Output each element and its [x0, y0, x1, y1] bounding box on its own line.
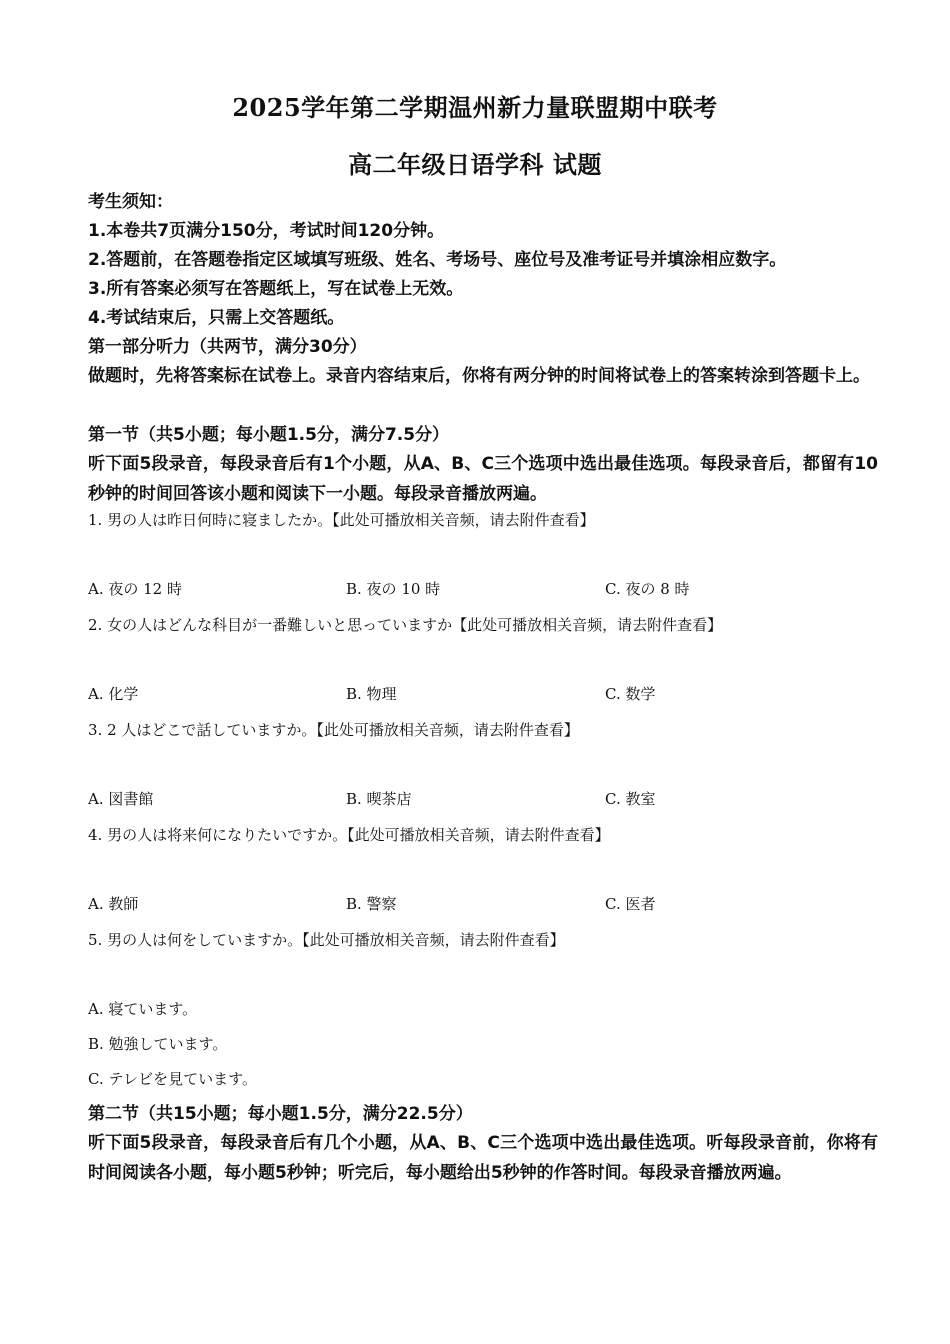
question-4: 4. 男の人は将来何になりたいですか。【此处可播放相关音频，请去附件查看】	[88, 826, 610, 844]
part1-heading: 第一部分听力（共两节，满分30分）	[88, 337, 367, 357]
section1-heading: 第一节（共5小题；每小题1.5分，满分7.5分）	[88, 425, 450, 445]
q4-option-c: C. 医者	[605, 895, 656, 913]
question-3: 3. 2 人はどこで話していますか。【此处可播放相关音频，请去附件查看】	[88, 721, 579, 739]
q5-option-c: C. テレビを見ています。	[88, 1070, 257, 1088]
q4-option-b: B. 警察	[346, 895, 397, 913]
q5-option-a: A. 寝ています。	[88, 1000, 198, 1018]
q3-option-c: C. 教室	[605, 790, 656, 808]
q3-option-a: A. 図書館	[88, 790, 154, 808]
q3-option-b: B. 喫茶店	[346, 790, 412, 808]
section1-instruction: 听下面5段录音，每段录音后有1个小题，从A、B、C三个选项中选出最佳选项。每段录音后，都留有10秒钟的时间回答该小题和阅读下一小题。每段录音播放两遍。	[88, 454, 878, 504]
section2-instruction: 听下面5段录音，每段录音后有几个小题，从A、B、C三个选项中选出最佳选项。听每段录音前，你将有时间阅读各小题，每小题5秒钟；听完后，每小题给出5秒钟的作答时间。每段录音播放两遍。	[88, 1133, 878, 1183]
exam-subtitle: 高二年级日语学科 试题	[348, 150, 602, 179]
notice-item: 3.所有答案必须写在答题纸上，写在试卷上无效。	[88, 279, 464, 299]
notice-item: 4.考试结束后，只需上交答题纸。	[88, 308, 345, 328]
exam-title: 2025学年第二学期温州新力量联盟期中联考	[232, 93, 718, 122]
question-5: 5. 男の人は何をしていますか。【此处可播放相关音频，请去附件查看】	[88, 931, 565, 949]
notice-item: 1.本卷共7页满分150分，考试时间120分钟。	[88, 221, 445, 241]
q1-option-b: B. 夜の 10 時	[346, 580, 441, 598]
notice-item: 2.答题前，在答题卷指定区域填写班级、姓名、考场号、座位号及准考证号并填涂相应数字。	[88, 250, 787, 270]
q1-option-a: A. 夜の 12 時	[88, 580, 182, 598]
part1-instruction: 做题时，先将答案标在试卷上。录音内容结束后，你将有两分钟的时间将试卷上的答案转涂到答题卡上。	[88, 366, 870, 386]
question-1: 1. 男の人は昨日何時に寝ましたか。【此处可播放相关音频，请去附件查看】	[88, 511, 595, 529]
q2-option-a: A. 化学	[88, 685, 139, 703]
q2-option-c: C. 数学	[605, 685, 656, 703]
q1-option-c: C. 夜の 8 時	[605, 580, 690, 598]
q5-option-b: B. 勉強しています。	[88, 1035, 228, 1053]
question-2: 2. 女の人はどんな科目が一番難しいと思っていますか【此处可播放相关音频，请去附件查看】	[88, 616, 723, 634]
q2-option-b: B. 物理	[346, 685, 397, 703]
section2-heading: 第二节（共15小题；每小题1.5分，满分22.5分）	[88, 1104, 473, 1124]
q4-option-a: A. 教師	[88, 895, 139, 913]
notice-heading: 考生须知：	[88, 192, 173, 212]
